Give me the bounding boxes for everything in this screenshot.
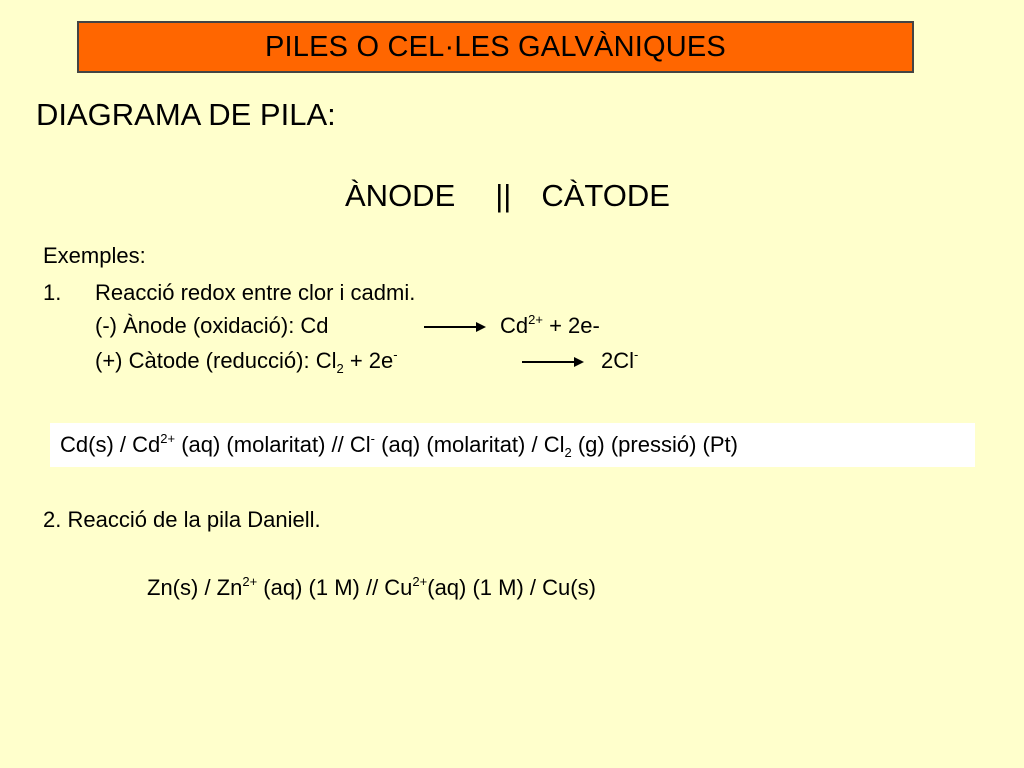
anode-label: ÀNODE bbox=[345, 178, 456, 213]
cell-notation-box bbox=[50, 423, 975, 467]
example1-text: Reacció redox entre clor i cadmi. bbox=[95, 280, 416, 305]
cathode-label: CÀTODE bbox=[541, 178, 670, 213]
reaction-arrow-icon bbox=[424, 320, 486, 334]
daniell-notation: $Zn(s) / Zn^{2+}$ (aq) (1 $M) // Cu^{2+}(aq)$ (1 M) / Cu(s) bbox=[147, 574, 596, 600]
cathode-reaction-label: (+) Càtode (reducció): $Cl_2 + 2e^-$ bbox=[95, 347, 398, 376]
example2-text: 2. Reacció de la pila Daniell. bbox=[43, 507, 321, 532]
salt-bridge-separator: || bbox=[495, 178, 512, 213]
example1-number: 1. bbox=[43, 280, 62, 305]
slide-title-text: PILES O CEL·LES GALVÀNIQUES bbox=[265, 30, 726, 63]
cathode-reaction-product: 2Cl- bbox=[601, 347, 639, 373]
examples-label: Exemples: bbox=[43, 243, 146, 268]
section-heading: DIAGRAMA DE PILA: bbox=[36, 97, 336, 132]
anode-reaction-product: $Cd^{2+} + 2e-$ bbox=[500, 312, 600, 338]
reaction-arrow-icon bbox=[522, 355, 584, 369]
slide-title bbox=[77, 21, 914, 73]
cell-scheme bbox=[345, 178, 670, 214]
anode-reaction-label: (-) Ànode (oxidació): Cd bbox=[95, 313, 329, 338]
cell-notation-text: $Cd(s) / Cd^{2+}$ (aq) (molaritat) // Cl- (aq) (molaritat) / $Cl_2$ (g) (pressió) (Pt) bbox=[60, 431, 738, 460]
